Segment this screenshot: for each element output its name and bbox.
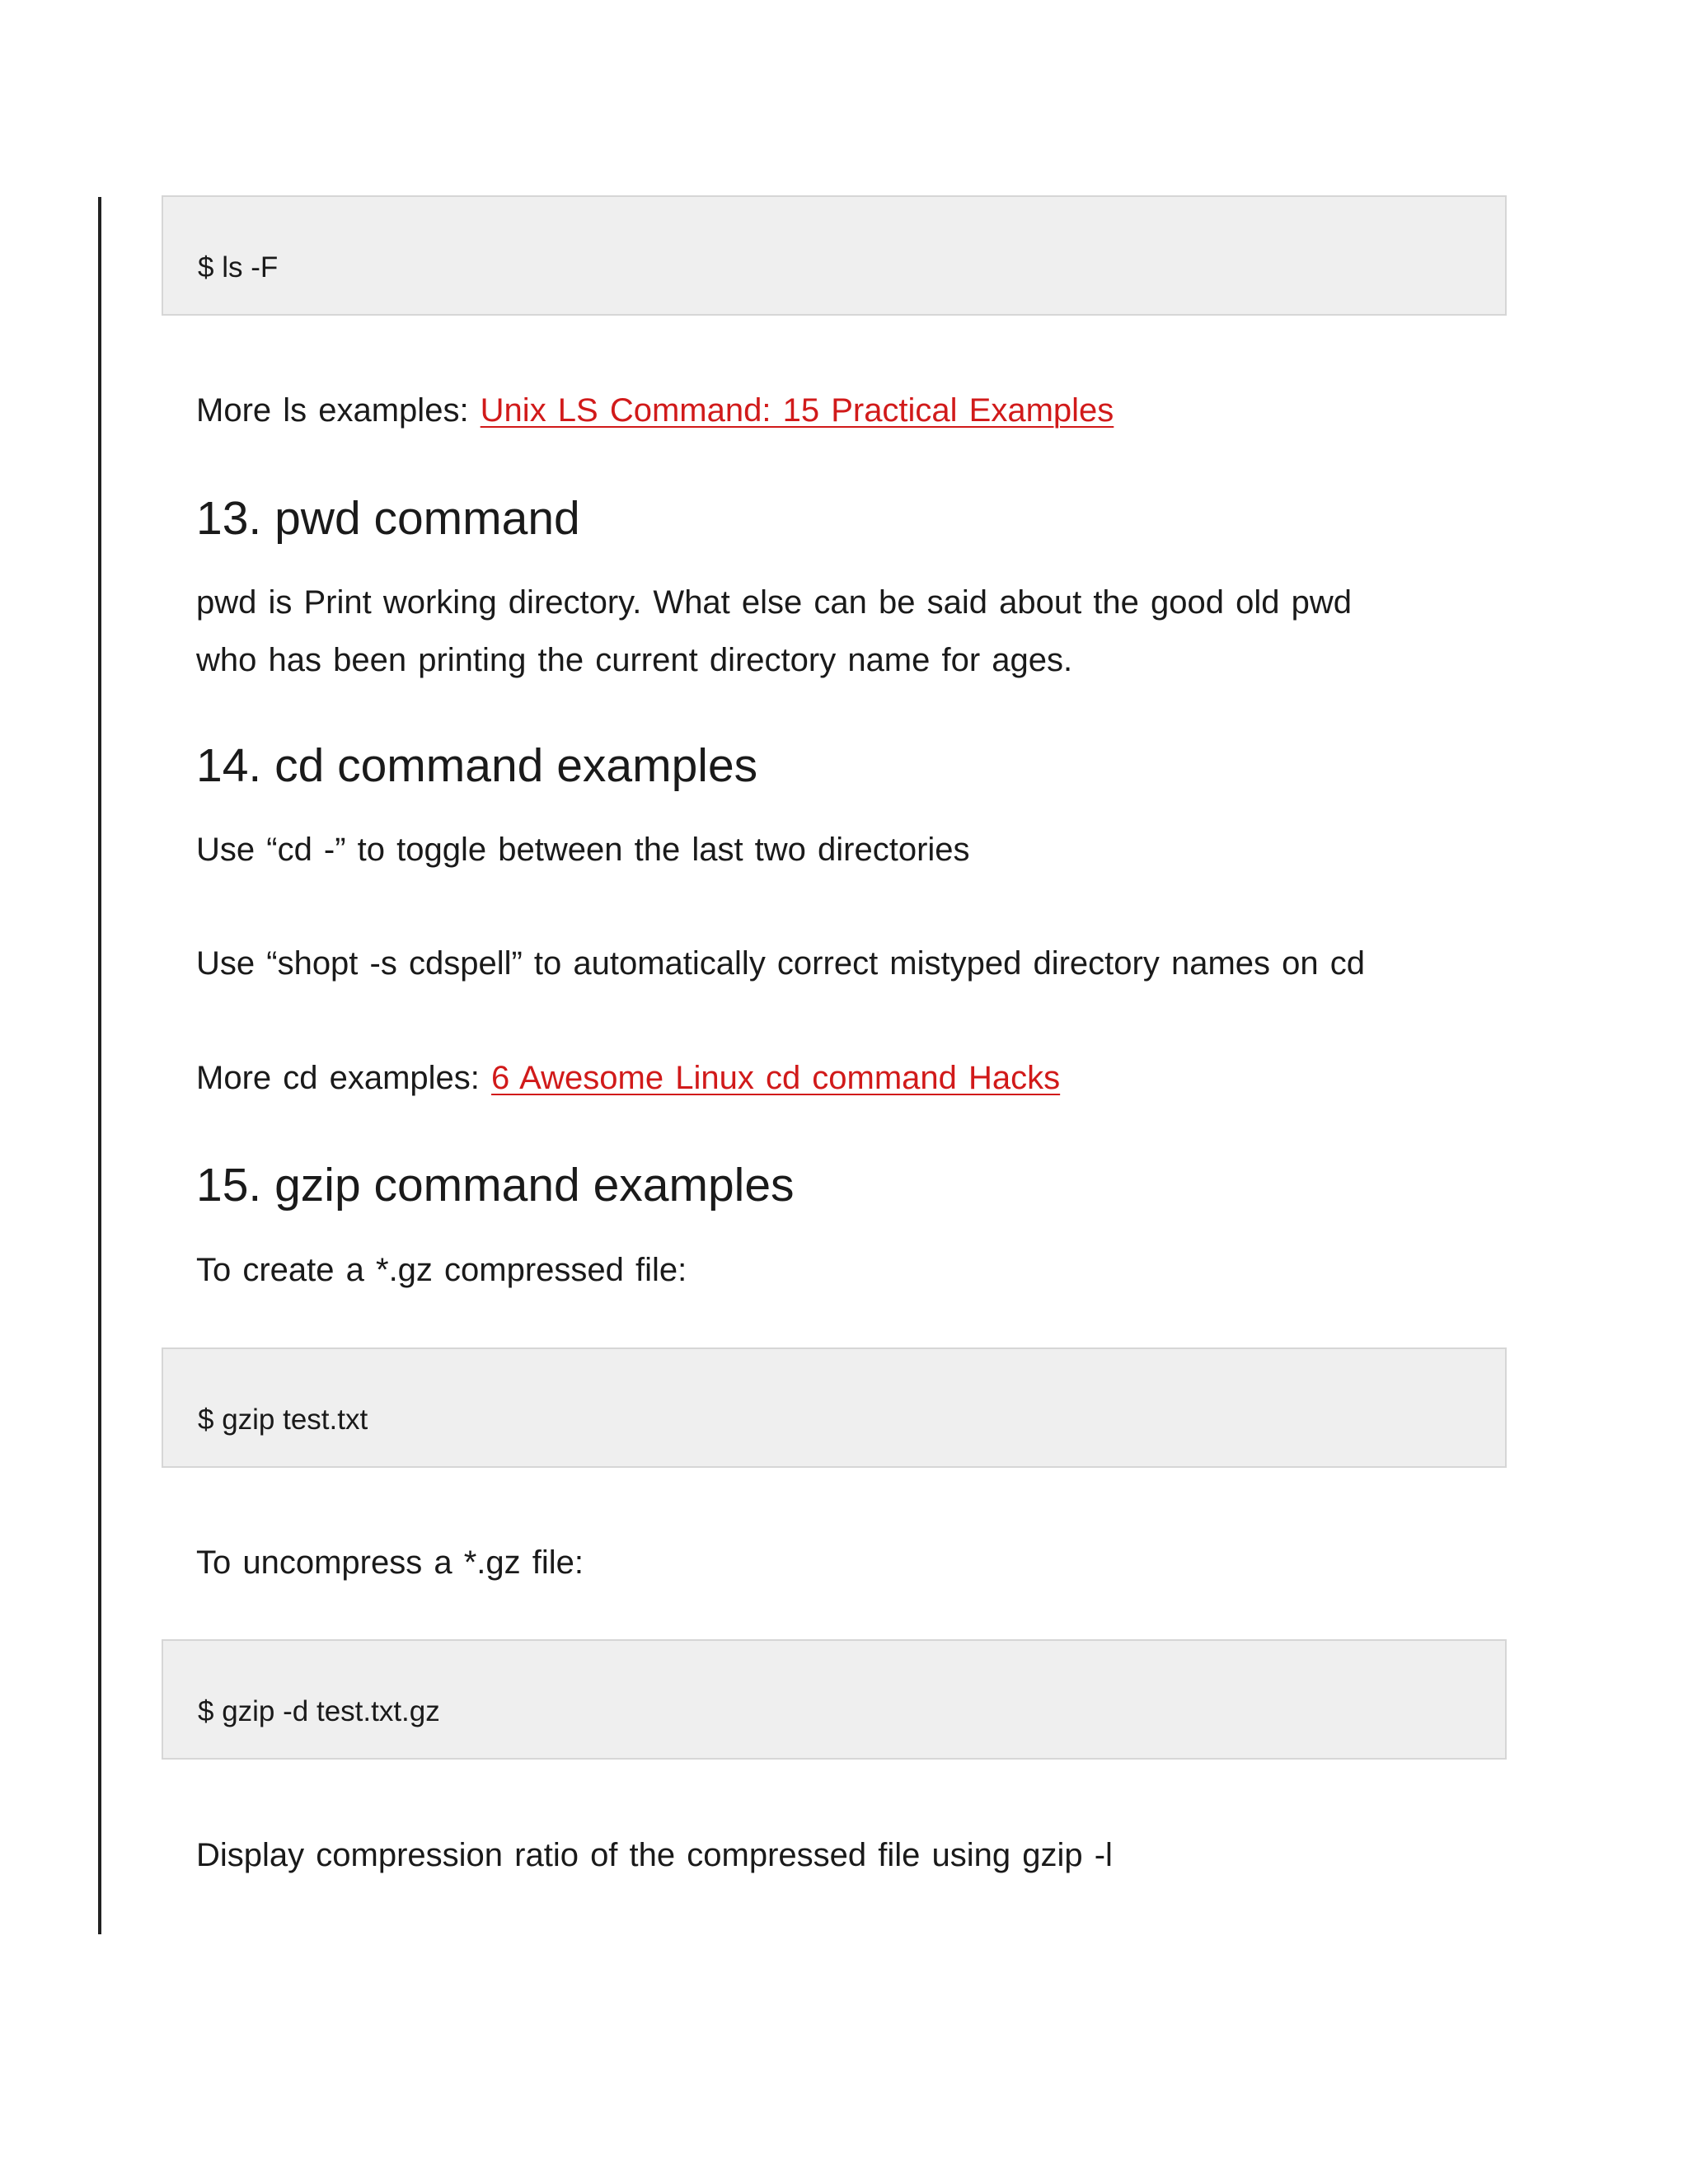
code-text: $ ls -F [198, 251, 279, 284]
code-block-gunzip [162, 1639, 1507, 1760]
more-ls-paragraph [196, 382, 1114, 439]
heading-gzip-command: 15. gzip command examples [196, 1159, 795, 1212]
cd-tip-toggle: Use “cd -” to toggle between the last two directories [196, 832, 970, 868]
pwd-description-line-2: who has been printing the current directory name for ages. [196, 642, 1073, 678]
heading-cd-command: 14. cd command examples [196, 739, 758, 792]
gzip-ratio-instruction: Display compression ratio of the compressed file using gzip -l [196, 1837, 1113, 1873]
ls-examples-link[interactable]: Unix LS Command: 15 Practical Examples [480, 392, 1114, 429]
more-ls-label: More ls examples: [196, 392, 481, 429]
code-text: $ gzip test.txt [198, 1404, 368, 1436]
pwd-description-line-1: pwd is Print working directory. What else can be said about the good old pwd [196, 584, 1352, 621]
more-cd-paragraph [196, 1049, 1060, 1107]
code-block-gzip [162, 1347, 1507, 1468]
more-cd-label: More cd examples: [196, 1060, 492, 1096]
code-text: $ gzip -d test.txt.gz [198, 1695, 440, 1727]
gzip-uncompress-instruction: To uncompress a *.gz file: [196, 1544, 584, 1581]
heading-pwd-command: 13. pwd command [196, 492, 580, 545]
left-margin-rule [98, 197, 101, 1934]
cd-hacks-link[interactable]: 6 Awesome Linux cd command Hacks [491, 1060, 1061, 1096]
gzip-create-instruction: To create a *.gz compressed file: [196, 1252, 687, 1288]
cd-tip-cdspell: Use “shopt -s cdspell” to automatically correct mistyped directory names on cd [196, 945, 1365, 982]
code-block-ls [162, 195, 1507, 316]
